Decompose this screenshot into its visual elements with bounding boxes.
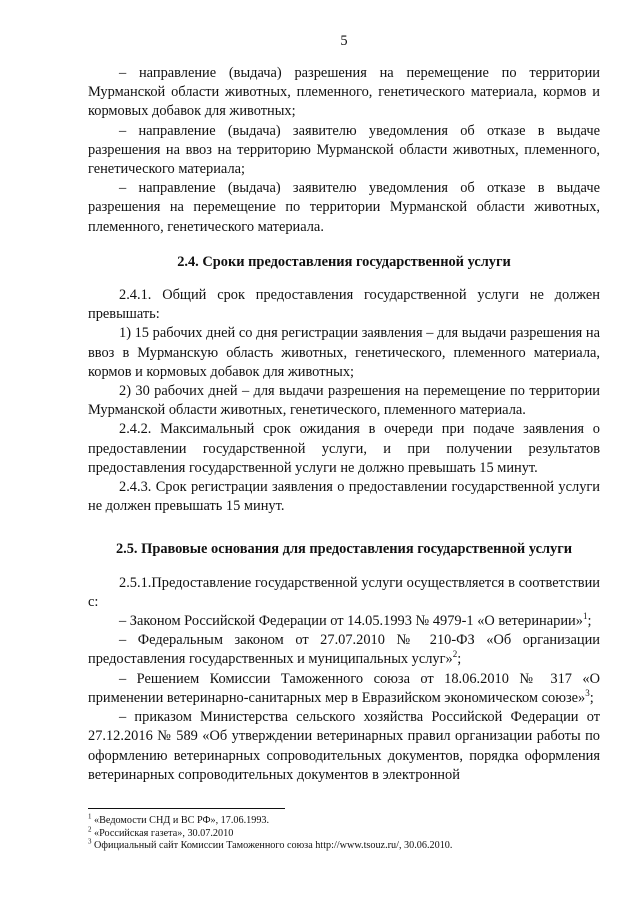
section-heading-2-4: 2.4. Сроки предоставления государственной услуги: [177, 253, 511, 270]
footnote-number: 2: [88, 825, 92, 834]
paragraph-2-4-1: 2.4.1. Общий срок предоставления государственной услуги не должен превышать:: [88, 287, 600, 323]
paragraph-2-5-1: 2.5.1.Предоставление государственной услуги осуществляется в соответствии с:: [88, 574, 600, 610]
legal-basis-item-2: [88, 631, 600, 669]
paragraph-permit-movement: – направление (выдача) разрешения на перемещение по территории Мурманской области животных, племенного, генетического материала, кормов и кормовых добавок для животных;: [88, 65, 600, 120]
paragraph-2-4-3: 2.4.3. Срок регистрации заявления о предоставлении государственной услуги не должен превышать 15 минут.: [88, 479, 600, 515]
legal-basis-item-2-text: – Федеральным законом от 27.07.2010 № 210-ФЗ «Об организации предоставления государственных и муниципальных услуг»: [88, 632, 600, 668]
legal-basis-item-1: [88, 612, 600, 631]
legal-basis-item-3-text: – Решением Комиссии Таможенного союза от 18.06.2010 № 317 «О применении ветеринарно-санитарных мер в Евразийском экономическом союзе»: [88, 670, 600, 706]
paragraph-2-4-2: 2.4.2. Максимальный срок ожидания в очереди при подаче заявления о предоставлении государственной услуги, и при получении результатов предоставления государственной услуги не должно превышать 15 минут.: [88, 421, 600, 476]
legal-basis-item-1-text: – Законом Российской Федерации от 14.05.1993 № 4979-1 «О ветеринарии»: [119, 613, 583, 630]
legal-basis-item-4: – приказом Министерства сельского хозяйства Российской Федерации от 27.12.2016 № 589 «Об утверждении ветеринарных правил организации работы по оформлению ветеринарных сопроводительных документов, порядка оформления ветеринарных сопроводительных документов в электронной: [88, 709, 600, 783]
paragraph-refusal-import: – направление (выдача) заявителю уведомления об отказе в выдаче разрешения на ввоз на территорию Мурманской области животных, племенного, генетического материала;: [88, 122, 600, 178]
paragraph-2-4-1-item-2: 2) 30 рабочих дней – для выдачи разрешения на перемещение по территории Мурманской области животных, генетического, племенного материала.: [88, 383, 600, 419]
footnote-text: Официальный сайт Комиссии Таможенного союза http://www.tsouz.ru/, 30.06.2010.: [91, 840, 453, 852]
footnote-separator: [88, 808, 285, 809]
semicolon: ;: [457, 651, 462, 668]
page-number: 5: [340, 33, 348, 49]
footnote-number: 1: [88, 812, 92, 821]
semicolon: ;: [587, 613, 592, 630]
document-body: [88, 64, 600, 785]
footnote-text: «Ведомости СНД и ВС РФ», 17.06.1993.: [91, 815, 270, 826]
section-heading-2-5: 2.5. Правовые основания для предоставления государственной услуги: [115, 541, 573, 558]
footnote-1: [88, 812, 600, 828]
footnotes: [88, 812, 600, 853]
legal-basis-item-3: [88, 670, 600, 708]
footnote-2: [88, 825, 600, 841]
semicolon: ;: [589, 689, 594, 706]
paragraph-refusal-movement: – направление (выдача) заявителю уведомления об отказе в выдаче разрешения на перемещение по территории Мурманской области животных, племенного, генетического материала.: [88, 180, 600, 235]
footnote-text: «Российская газета», 30.07.2010: [91, 827, 234, 839]
paragraph-2-4-1-item-1: 1) 15 рабочих дней со дня регистрации заявления – для выдачи разрешения на ввоз в Мурманскую область животных, генетического, племенного материала, кормов и кормовых добавок для животных;: [88, 325, 600, 380]
footnote-ref-3: 3: [585, 688, 590, 699]
footnote-3: [88, 837, 600, 853]
footnote-ref-2: 2: [452, 649, 458, 660]
footnote-number: 3: [88, 837, 92, 846]
footnote-ref-1: 1: [582, 611, 588, 622]
